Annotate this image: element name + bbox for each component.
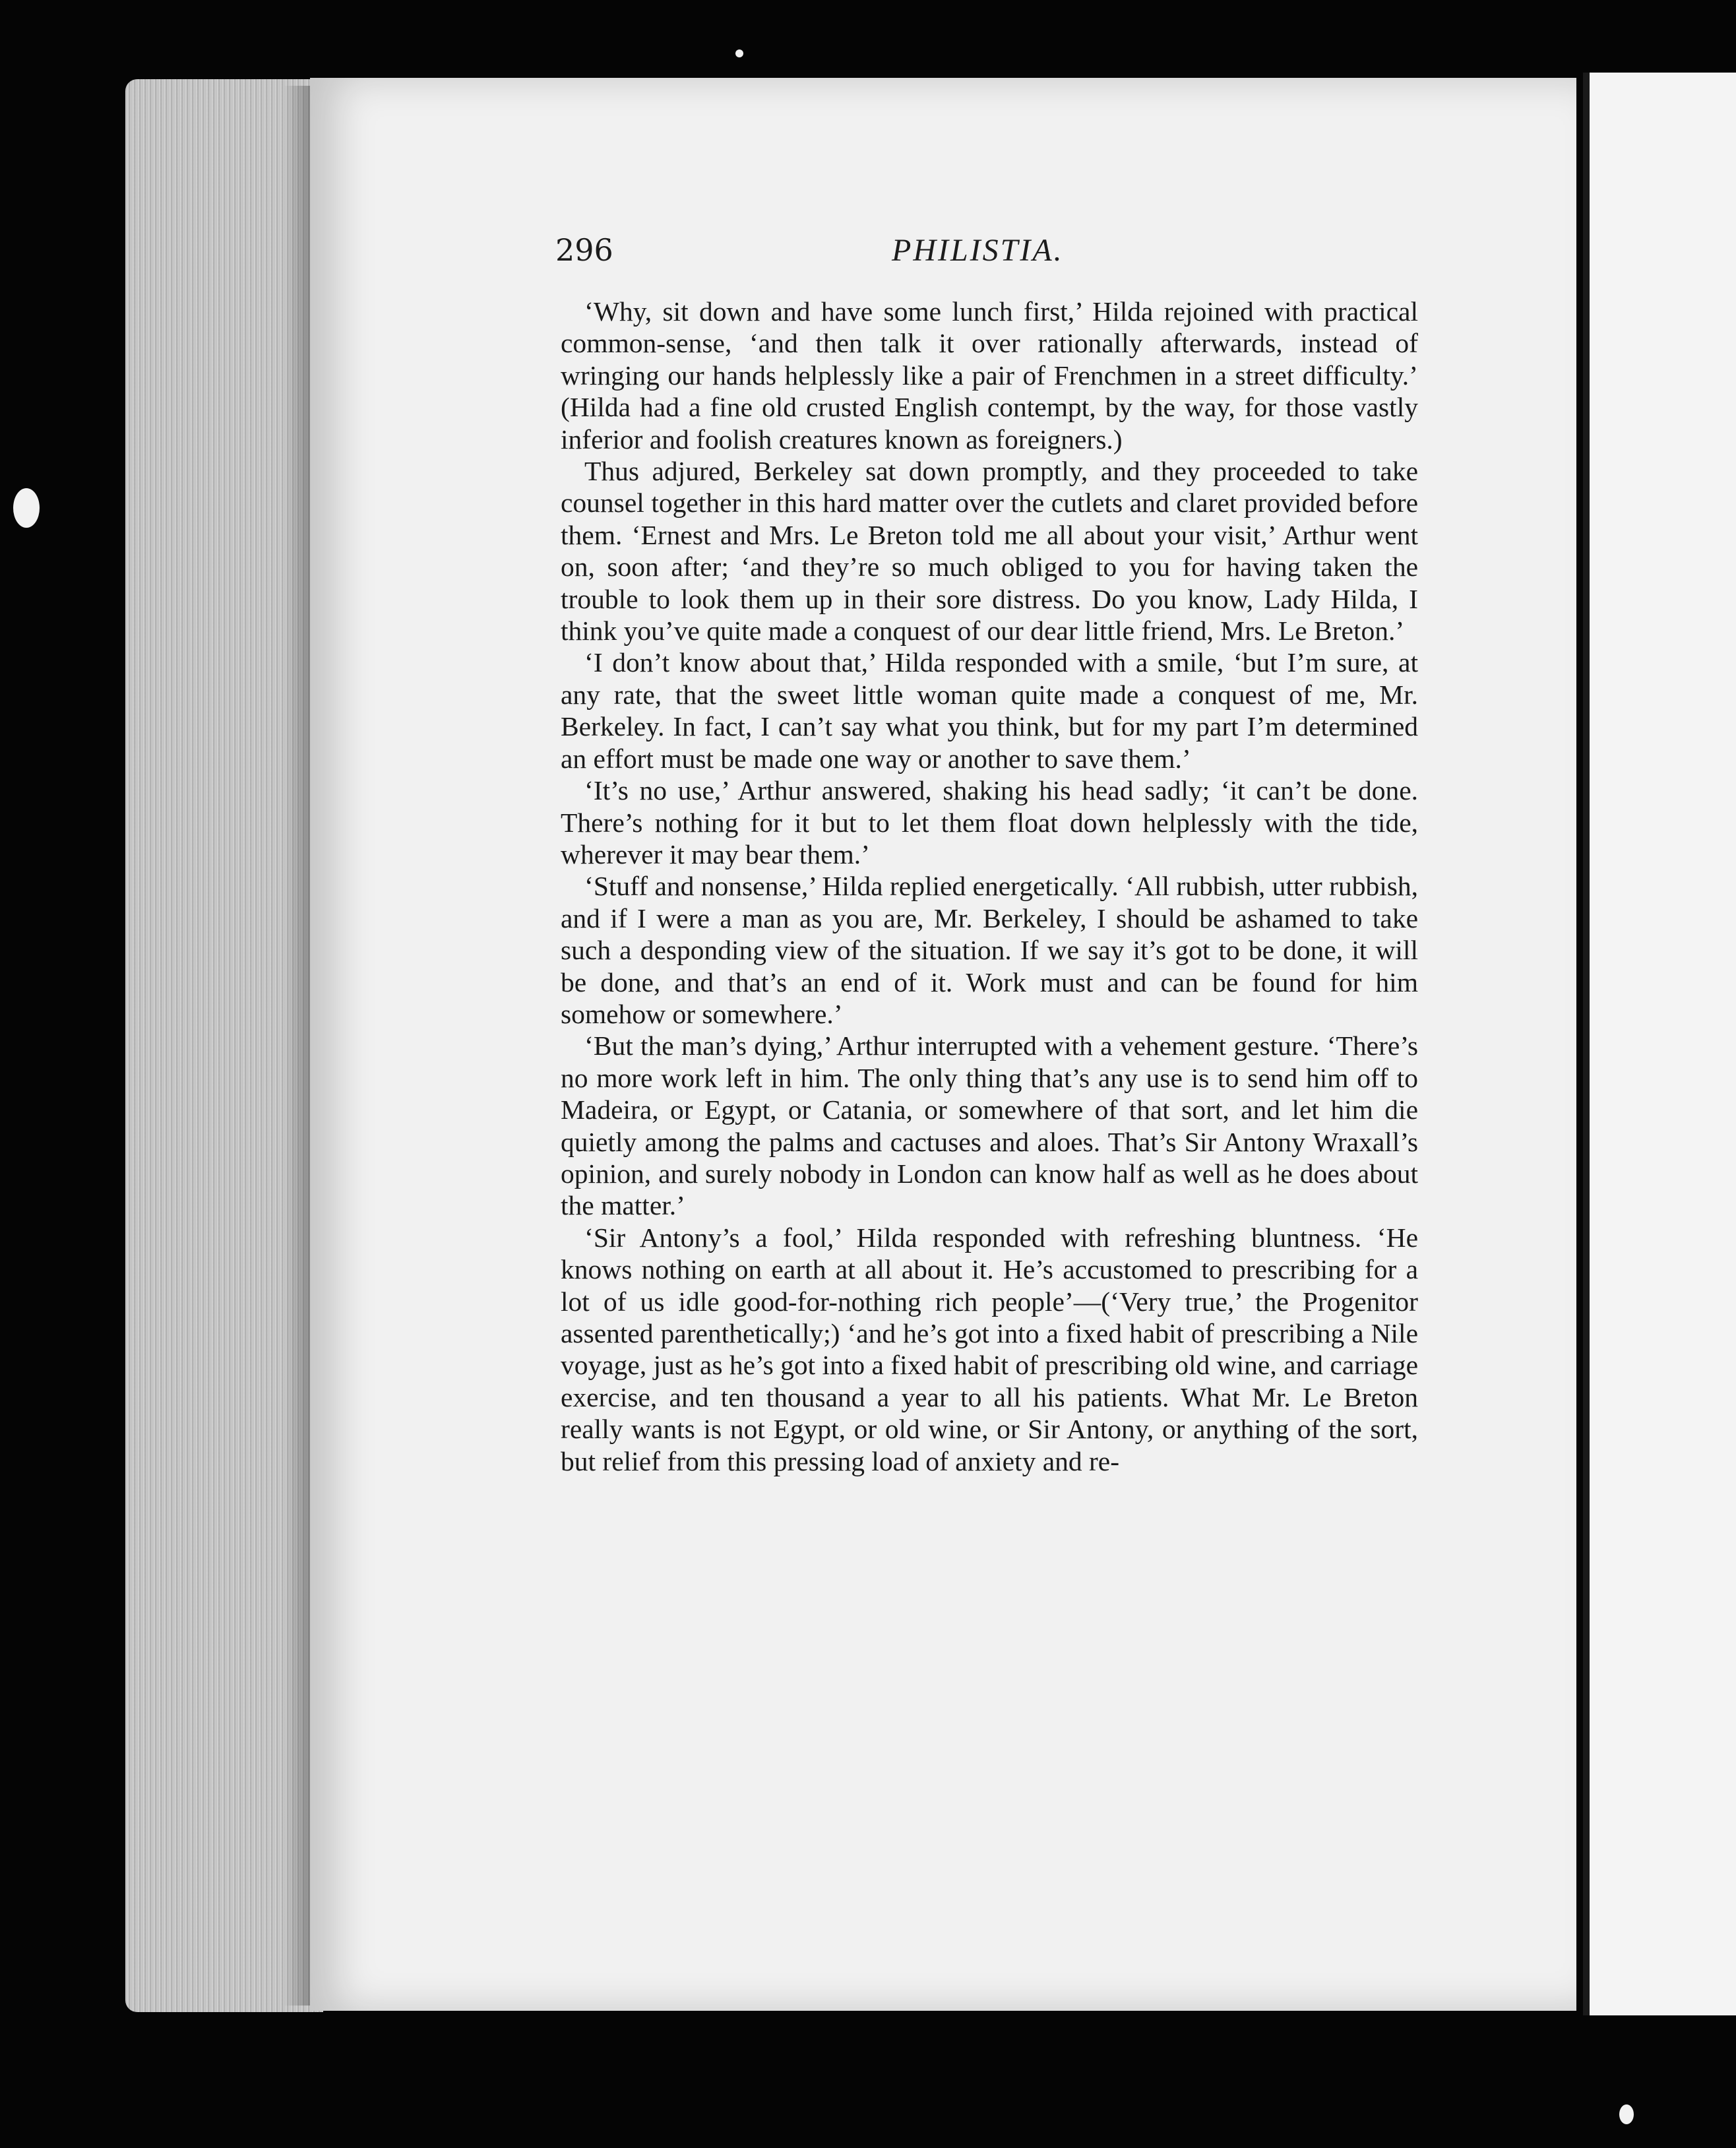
scan-speck — [735, 49, 743, 57]
page-header — [555, 232, 1413, 272]
paragraph: ‘But the man’s dying,’ Arthur interrupted with a vehement gesture. ‘There’s no more work left in him. The only thing that’s any use is to send him off to Madeira, or Egypt, or Catania, or somewhere of that sort, and let him die quietly among the palms and cactuses and aloes. That’s Sir Antony Wraxall’s opinion, and surely nobody in London can know half as well as he does about the matter.’ — [561, 1030, 1418, 1221]
paragraph: ‘Why, sit down and have some lunch first,’ Hilda rejoined with practical common-sense, ‘and then talk it over rationally afterwards, instead of wringing our hands helplessly like a pair of Frenchmen in a street difficulty.’ (Hilda had a fine old crusted English contempt, by the way, for those vastly inferior and foolish creatures known as foreigners.) — [561, 296, 1418, 455]
paragraph: ‘I don’t know about that,’ Hilda responded with a smile, ‘but I’m sure, at any rate, that the sweet little woman quite made a conquest of me, Mr. Berkeley. In fact, I can’t say what you think, but for my part I’m determined an effort must be made one way or another to save them.’ — [561, 647, 1418, 774]
scan-speck — [1619, 2104, 1634, 2124]
paragraph: ‘Stuff and nonsense,’ Hilda replied energetically. ‘All rubbish, utter rubbish, and if I were a man as you are, Mr. Berkeley, I should be ashamed to take such a desponding view of the situation. If we say it’s got to be done, it will be done, and that’s an end of it. Work must and can be found for him somehow or somewhere.’ — [561, 871, 1418, 1029]
paragraph: ‘Sir Antony’s a fool,’ Hilda responded with refreshing bluntness. ‘He knows nothing on earth at all about it. He’s accustomed to prescribing for a lot of us idle good-for-nothing rich people’—(‘Very true,’ the Progenitor assented parenthetically;) ‘and he’s got into a fixed habit of prescribing a Nile voyage, just as he’s got into a fixed habit of prescribing old wine, and carriage exercise, and ten thousand a year to all his patients. What Mr. Le Breton really wants is not Egypt, or old wine, or Sir Antony, or anything of the sort, but relief from this pressing load of anxiety and re- — [561, 1222, 1418, 1476]
facing-page-edge — [1583, 73, 1736, 2015]
body-text — [561, 296, 1418, 1477]
running-title: PHILISTIA. — [892, 233, 1064, 268]
paragraph: ‘It’s no use,’ Arthur answered, shaking his head sadly; ‘it can’t be done. There’s nothing for it but to let them float down helplessly with the tide, wherever it may bear them.’ — [561, 775, 1418, 869]
scan-speck — [13, 488, 40, 528]
paragraph: Thus adjured, Berkeley sat down promptly, and they proceeded to take counsel together in this hard matter over the cutlets and claret provided before them. ‘Ernest and Mrs. Le Breton told me all about your visit,’ Arthur went on, soon after; ‘and they’re so much obliged to you for having taken the trouble to look them up in their sore distress. Do you know, Lady Hilda, I think you’ve quite made a conquest of our dear little friend, Mrs. Le Breton.’ — [561, 456, 1418, 647]
page-number: 296 — [555, 232, 613, 268]
